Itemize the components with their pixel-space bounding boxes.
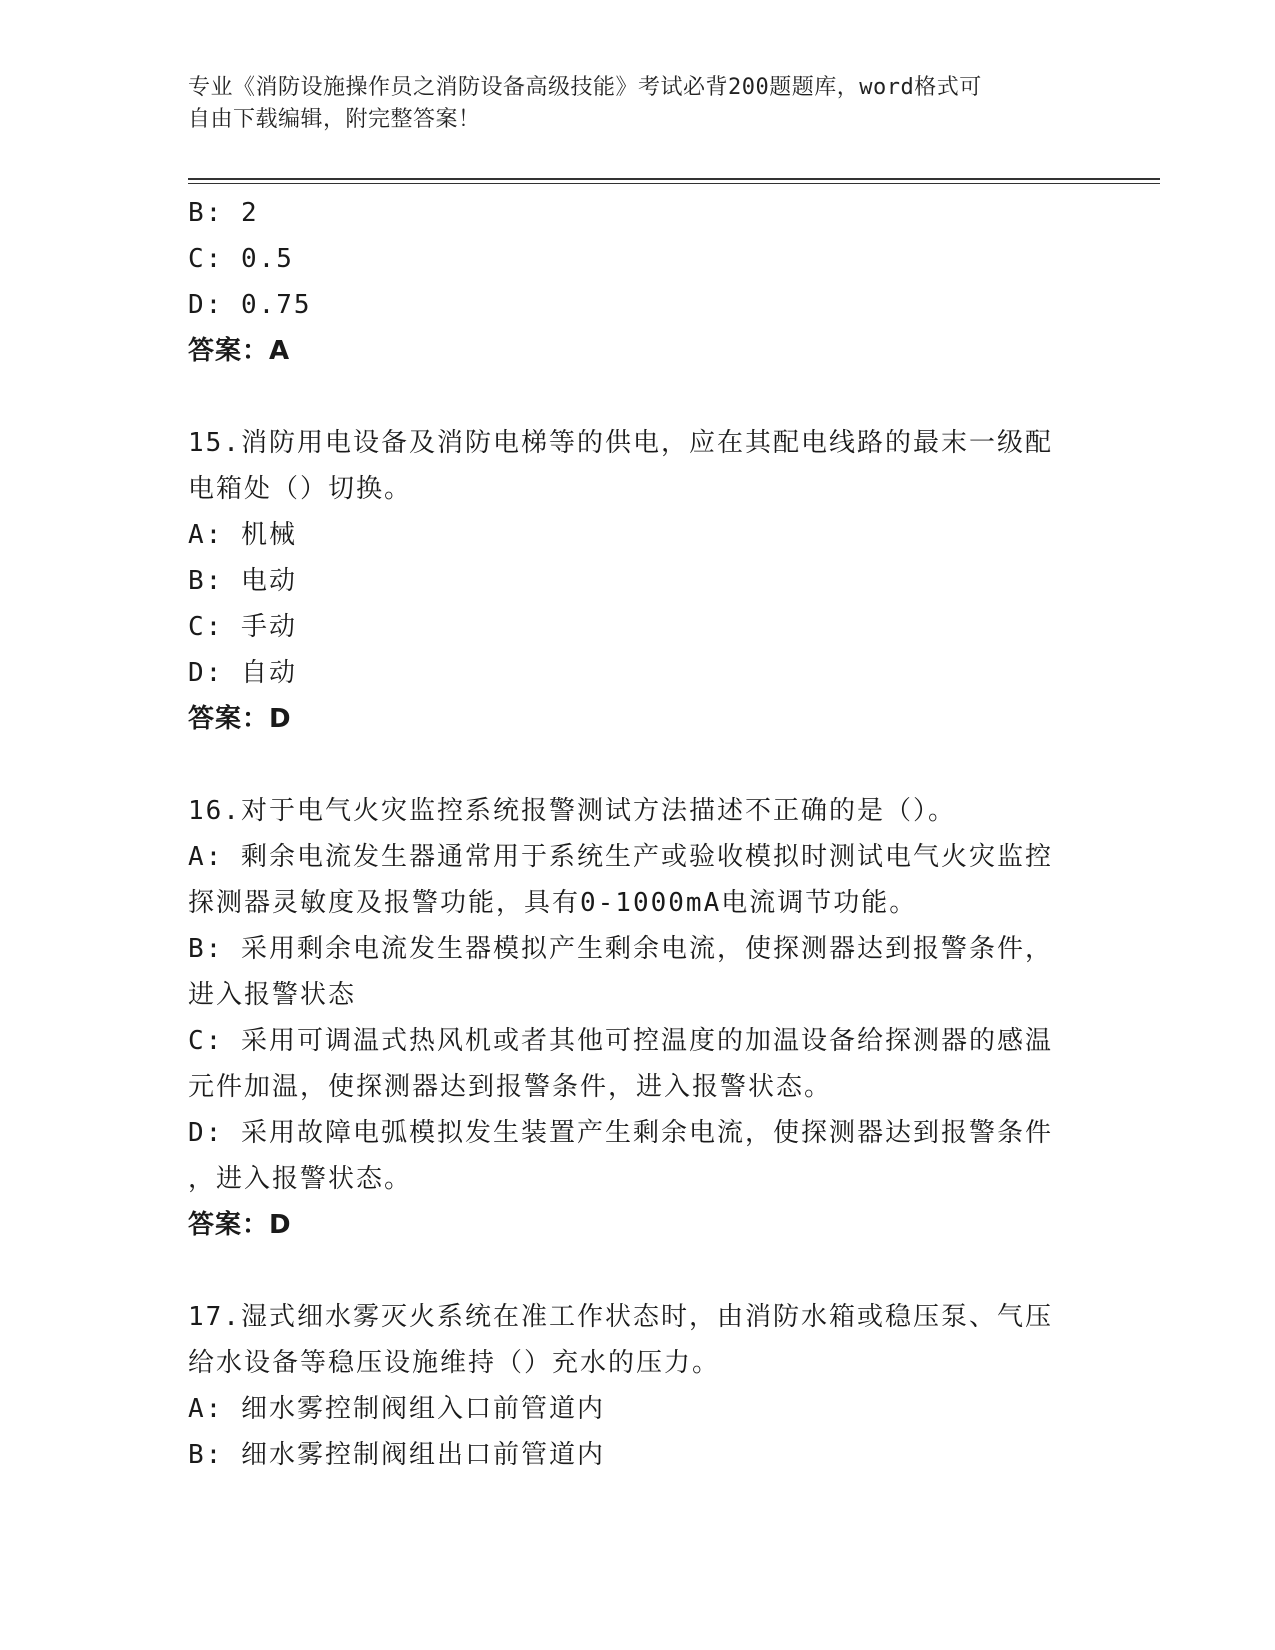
option-c: C: 0.5: [188, 244, 294, 274]
option-d: D: 0.75: [188, 290, 312, 320]
answer: 答案：D: [188, 704, 292, 734]
answer: 答案：D: [188, 1210, 292, 1240]
header-title-line-1: 专业《消防设施操作员之消防设备高级技能》考试必背200题题库，word格式可: [188, 75, 982, 100]
option-d: D: 采用故障电弧模拟发生装置产生剩余电流，使探测器达到报警条件: [188, 1118, 1053, 1148]
option-a: A: 机械: [188, 520, 297, 550]
option-d: D: 自动: [188, 658, 297, 688]
page-header: [188, 72, 1088, 136]
header-divider-thick: [188, 178, 1160, 180]
answer: 答案：A: [188, 336, 291, 366]
question-stem: 17.湿式细水雾灭火系统在准工作状态时，由消防水箱或稳压泵、气压: [188, 1302, 1053, 1332]
question-spacer: [188, 374, 1088, 420]
option-b-continued: 进入报警状态: [188, 980, 357, 1010]
question-17: [188, 1294, 1088, 1478]
question-16: [188, 788, 1088, 1248]
question-stem: 16.对于电气火灾监控系统报警测试方法描述不正确的是（）。: [188, 796, 956, 826]
option-c-continued: 元件加温，使探测器达到报警条件，进入报警状态。: [188, 1072, 833, 1102]
question-stem-continued: 电箱处（）切换。: [188, 474, 413, 504]
question-14: [188, 190, 1088, 374]
option-b: B: 采用剩余电流发生器模拟产生剩余电流，使探测器达到报警条件，: [188, 934, 1053, 964]
question-spacer: [188, 1248, 1088, 1294]
header-title-line-2: 自由下载编辑，附完整答案！: [188, 107, 481, 132]
header-divider-thin: [188, 183, 1160, 184]
option-b: B: 电动: [188, 566, 297, 596]
question-15: [188, 420, 1088, 742]
option-c: C: 手动: [188, 612, 297, 642]
option-b: B: 细水雾控制阀组出口前管道内: [188, 1440, 605, 1470]
option-b: B: 2: [188, 198, 259, 228]
question-stem: 15.消防用电设备及消防电梯等的供电，应在其配电线路的最末一级配: [188, 428, 1053, 458]
question-spacer: [188, 742, 1088, 788]
question-stem-continued: 给水设备等稳压设施维持（）充水的压力。: [188, 1348, 721, 1378]
option-d-continued: ，进入报警状态。: [188, 1164, 413, 1194]
option-a: A: 细水雾控制阀组入口前管道内: [188, 1394, 605, 1424]
question-list: [188, 190, 1088, 1478]
option-a: A: 剩余电流发生器通常用于系统生产或验收模拟时测试电气火灾监控: [188, 842, 1053, 872]
option-a-continued: 探测器灵敏度及报警功能，具有0-1000mA电流调节功能。: [188, 888, 918, 918]
option-c: C: 采用可调温式热风机或者其他可控温度的加温设备给探测器的感温: [188, 1026, 1053, 1056]
